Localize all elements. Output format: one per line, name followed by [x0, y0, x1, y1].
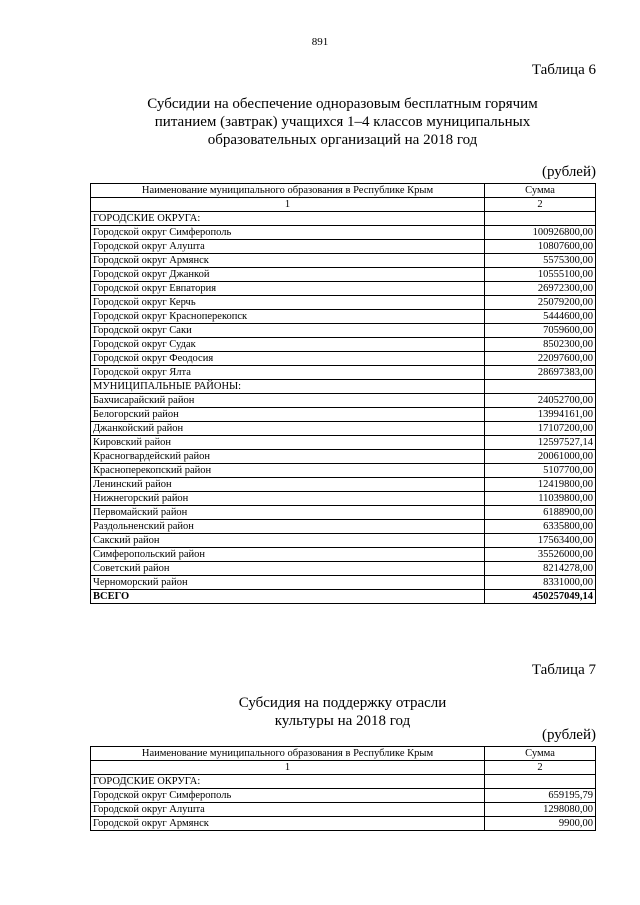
municipality-name: МУНИЦИПАЛЬНЫЕ РАЙОНЫ: — [91, 380, 485, 394]
municipality-name: Городской округ Симферополь — [91, 789, 485, 803]
amount: 1298080,00 — [485, 803, 596, 817]
amount — [485, 775, 596, 789]
table-row — [91, 817, 596, 831]
municipality-name: Городской округ Евпатория — [91, 282, 485, 296]
table-row — [91, 226, 596, 240]
municipality-name: Черноморский район — [91, 576, 485, 590]
table-header-row — [91, 747, 596, 761]
table6-title — [90, 95, 595, 149]
amount: 24052700,00 — [485, 394, 596, 408]
table6-label: Таблица 6 — [531, 62, 596, 78]
table-row — [91, 324, 596, 338]
column-number-row — [91, 198, 596, 212]
municipality-name: Городской округ Армянск — [91, 254, 485, 268]
amount: 100926800,00 — [485, 226, 596, 240]
municipality-name: Городской округ Керчь — [91, 296, 485, 310]
table-row — [91, 478, 596, 492]
table-row — [91, 506, 596, 520]
section-row — [91, 212, 596, 226]
table-row — [91, 520, 596, 534]
amount: 10555100,00 — [485, 268, 596, 282]
table-row — [91, 282, 596, 296]
amount: 450257049,14 — [485, 590, 596, 604]
municipality-name: Первомайский район — [91, 506, 485, 520]
column-number: 2 — [485, 761, 596, 775]
amount: 11039800,00 — [485, 492, 596, 506]
amount: 25079200,00 — [485, 296, 596, 310]
table-row — [91, 576, 596, 590]
table-row — [91, 548, 596, 562]
municipality-name: Ленинский район — [91, 478, 485, 492]
amount: 6188900,00 — [485, 506, 596, 520]
table7-title — [90, 694, 595, 730]
table6-title-line: Субсидии на обеспечение одноразовым бесплатным горячим — [147, 96, 538, 112]
amount: 35526000,00 — [485, 548, 596, 562]
table-header-row — [91, 184, 596, 198]
municipality-name: Городской округ Саки — [91, 324, 485, 338]
municipality-name: Красноперекопский район — [91, 464, 485, 478]
page-number: 891 — [311, 36, 329, 48]
amount: 10807600,00 — [485, 240, 596, 254]
amount — [485, 380, 596, 394]
municipality-name: Советский район — [91, 562, 485, 576]
column-number: 2 — [485, 198, 596, 212]
municipality-name: Городской округ Армянск — [91, 817, 485, 831]
municipality-name: Городской округ Феодосия — [91, 352, 485, 366]
column-number: 1 — [91, 761, 485, 775]
table-row — [91, 240, 596, 254]
amount: 8331000,00 — [485, 576, 596, 590]
amount: 17563400,00 — [485, 534, 596, 548]
table-row — [91, 534, 596, 548]
amount: 28697383,00 — [485, 366, 596, 380]
table-row — [91, 268, 596, 282]
table-row — [91, 789, 596, 803]
table6-title-line: образовательных организаций на 2018 год — [207, 132, 478, 148]
amount: 9900,00 — [485, 817, 596, 831]
amount: 20061000,00 — [485, 450, 596, 464]
amount: 6335800,00 — [485, 520, 596, 534]
amount: 17107200,00 — [485, 422, 596, 436]
municipality-name: Раздольненский район — [91, 520, 485, 534]
table-row — [91, 436, 596, 450]
amount: 22097600,00 — [485, 352, 596, 366]
table-row — [91, 254, 596, 268]
municipality-name: ВСЕГО — [91, 590, 485, 604]
amount — [485, 212, 596, 226]
column-header-name: Наименование муниципального образования в Республике Крым — [91, 747, 485, 761]
table7-unit: (рублей) — [541, 727, 596, 743]
municipality-name: Городской округ Красноперекопск — [91, 310, 485, 324]
table6-title-line: питанием (завтрак) учащихся 1–4 классов муниципальных — [154, 114, 531, 130]
amount: 12419800,00 — [485, 478, 596, 492]
municipality-name: Джанкойский район — [91, 422, 485, 436]
municipality-name: Городской округ Ялта — [91, 366, 485, 380]
amount: 13994161,00 — [485, 408, 596, 422]
municipality-name: Городской округ Джанкой — [91, 268, 485, 282]
column-number-row — [91, 761, 596, 775]
municipality-name: Городской округ Судак — [91, 338, 485, 352]
table-row — [91, 492, 596, 506]
municipality-name: Сакский район — [91, 534, 485, 548]
table6 — [90, 183, 596, 604]
municipality-name: Белогорский район — [91, 408, 485, 422]
table-row — [91, 422, 596, 436]
table-row — [91, 803, 596, 817]
municipality-name: Городской округ Симферополь — [91, 226, 485, 240]
table-row — [91, 310, 596, 324]
municipality-name: ГОРОДСКИЕ ОКРУГА: — [91, 212, 485, 226]
section-row — [91, 380, 596, 394]
table-row — [91, 562, 596, 576]
municipality-name: ГОРОДСКИЕ ОКРУГА: — [91, 775, 485, 789]
amount: 5444600,00 — [485, 310, 596, 324]
municipality-name: Городской округ Алушта — [91, 240, 485, 254]
table-row — [91, 450, 596, 464]
amount: 26972300,00 — [485, 282, 596, 296]
column-header-name: Наименование муниципального образования в Республике Крым — [91, 184, 485, 198]
amount: 5575300,00 — [485, 254, 596, 268]
table-row — [91, 338, 596, 352]
amount: 7059600,00 — [485, 324, 596, 338]
table-row — [91, 394, 596, 408]
municipality-name: Симферопольский район — [91, 548, 485, 562]
table6-unit: (рублей) — [541, 164, 596, 180]
table7-title-line: культуры на 2018 год — [274, 713, 411, 729]
section-row — [91, 775, 596, 789]
municipality-name: Бахчисарайский район — [91, 394, 485, 408]
table7-title-line: Субсидия на поддержку отрасли — [238, 695, 447, 711]
amount: 12597527,14 — [485, 436, 596, 450]
municipality-name: Кировский район — [91, 436, 485, 450]
column-header-amount: Сумма — [485, 184, 596, 198]
amount: 659195,79 — [485, 789, 596, 803]
amount: 8214278,00 — [485, 562, 596, 576]
amount: 5107700,00 — [485, 464, 596, 478]
total-row — [91, 590, 596, 604]
table-row — [91, 296, 596, 310]
table-row — [91, 352, 596, 366]
table-row — [91, 408, 596, 422]
column-number: 1 — [91, 198, 485, 212]
municipality-name: Нижнегорский район — [91, 492, 485, 506]
column-header-amount: Сумма — [485, 747, 596, 761]
table-row — [91, 464, 596, 478]
municipality-name: Городской округ Алушта — [91, 803, 485, 817]
municipality-name: Красногвардейский район — [91, 450, 485, 464]
table7-label: Таблица 7 — [531, 662, 596, 678]
amount: 8502300,00 — [485, 338, 596, 352]
table-row — [91, 366, 596, 380]
table7 — [90, 746, 596, 831]
